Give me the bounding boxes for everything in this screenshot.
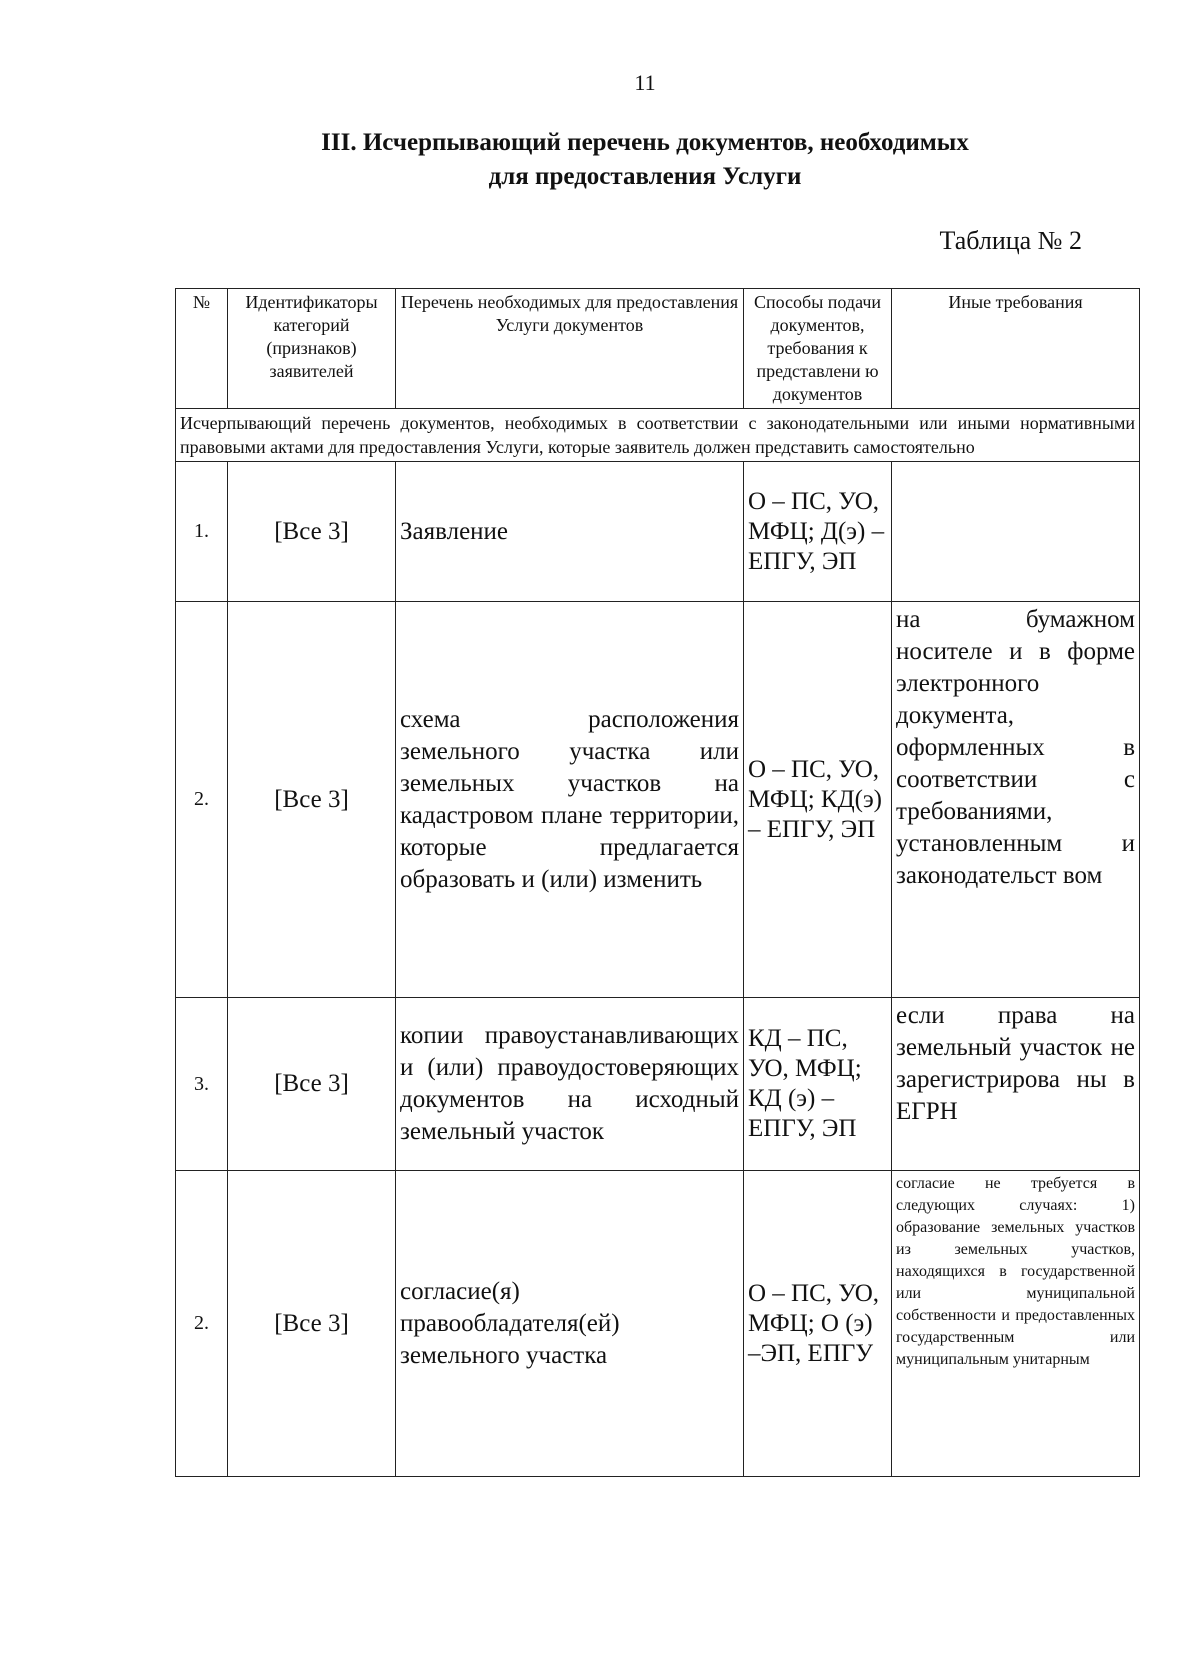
row-requirements: [892, 462, 1140, 602]
section-title-cell: Исчерпывающий перечень документов, необходимых в соответствии с законодательными или иными нормативными правовыми актами для предоставления Услуги, которые заявитель должен представить самостоятельно: [176, 409, 1140, 462]
page-number: 11: [634, 70, 656, 95]
row-document: согласие(я) правообладателя(ей) земельного участка: [396, 1171, 744, 1477]
row-identifier: [Все 3]: [228, 462, 396, 602]
row-requirements: на бумажном носителе и в форме электронного документа, оформленных в соответствии с требованиями, установленным и законодательст вом: [892, 602, 1140, 998]
row-identifier: [Все 3]: [228, 602, 396, 998]
section-heading-line-2: для предоставления Услуги: [488, 163, 802, 190]
row-identifier: [Все 3]: [228, 1171, 396, 1477]
header-documents-list: Перечень необходимых для предоставления Услуги документов: [396, 289, 744, 409]
table-label: Таблица № 2: [939, 226, 1082, 255]
header-number: №: [176, 289, 228, 409]
row-requirements: согласие не требуется в следующих случаях: 1) образование земельных участков из земельных участков, находящихся в государственной или муниципальной собственности и предоставленных государственным или муниципальным унитарным: [892, 1171, 1140, 1477]
row-number: 2.: [176, 602, 228, 998]
section-heading-line-1: III. Исчерпывающий перечень документов, необходимых: [321, 129, 969, 156]
documents-table: [175, 288, 1140, 1477]
table-row: [176, 462, 1140, 602]
row-document: Заявление: [396, 462, 744, 602]
row-method: О – ПС, УО, МФЦ; О (э) –ЭП, ЕПГУ: [744, 1171, 892, 1477]
table-row: [176, 602, 1140, 998]
row-requirements: если права на земельный участок не зарегистрирова ны в ЕГРН: [892, 998, 1140, 1171]
table-row: [176, 1171, 1140, 1477]
header-submission-methods: Способы подачи документов, требования к представлени ю документов: [744, 289, 892, 409]
section-heading: [0, 126, 1200, 194]
row-method: О – ПС, УО, МФЦ; Д(э) – ЕПГУ, ЭП: [744, 462, 892, 602]
row-number: 3.: [176, 998, 228, 1171]
row-document: схема расположения земельного участка или земельных участков на кадастровом плане территории, которые предлагается образовать и (или) изменить: [396, 602, 744, 998]
header-applicant-categories: Идентификаторы категорий (признаков) заявителей: [228, 289, 396, 409]
table-row: [176, 998, 1140, 1171]
row-number: 2.: [176, 1171, 228, 1477]
row-number: 1.: [176, 462, 228, 602]
row-method: О – ПС, УО, МФЦ; КД(э) – ЕПГУ, ЭП: [744, 602, 892, 998]
row-method: КД – ПС, УО, МФЦ; КД (э) – ЕПГУ, ЭП: [744, 998, 892, 1171]
row-identifier: [Все 3]: [228, 998, 396, 1171]
table-section-row: [176, 409, 1140, 462]
table-header-row: [176, 289, 1140, 409]
row-document: копии правоустанавливающих и (или) правоудостоверяющих документов на исходный земельный участок: [396, 998, 744, 1171]
header-other-requirements: Иные требования: [892, 289, 1140, 409]
